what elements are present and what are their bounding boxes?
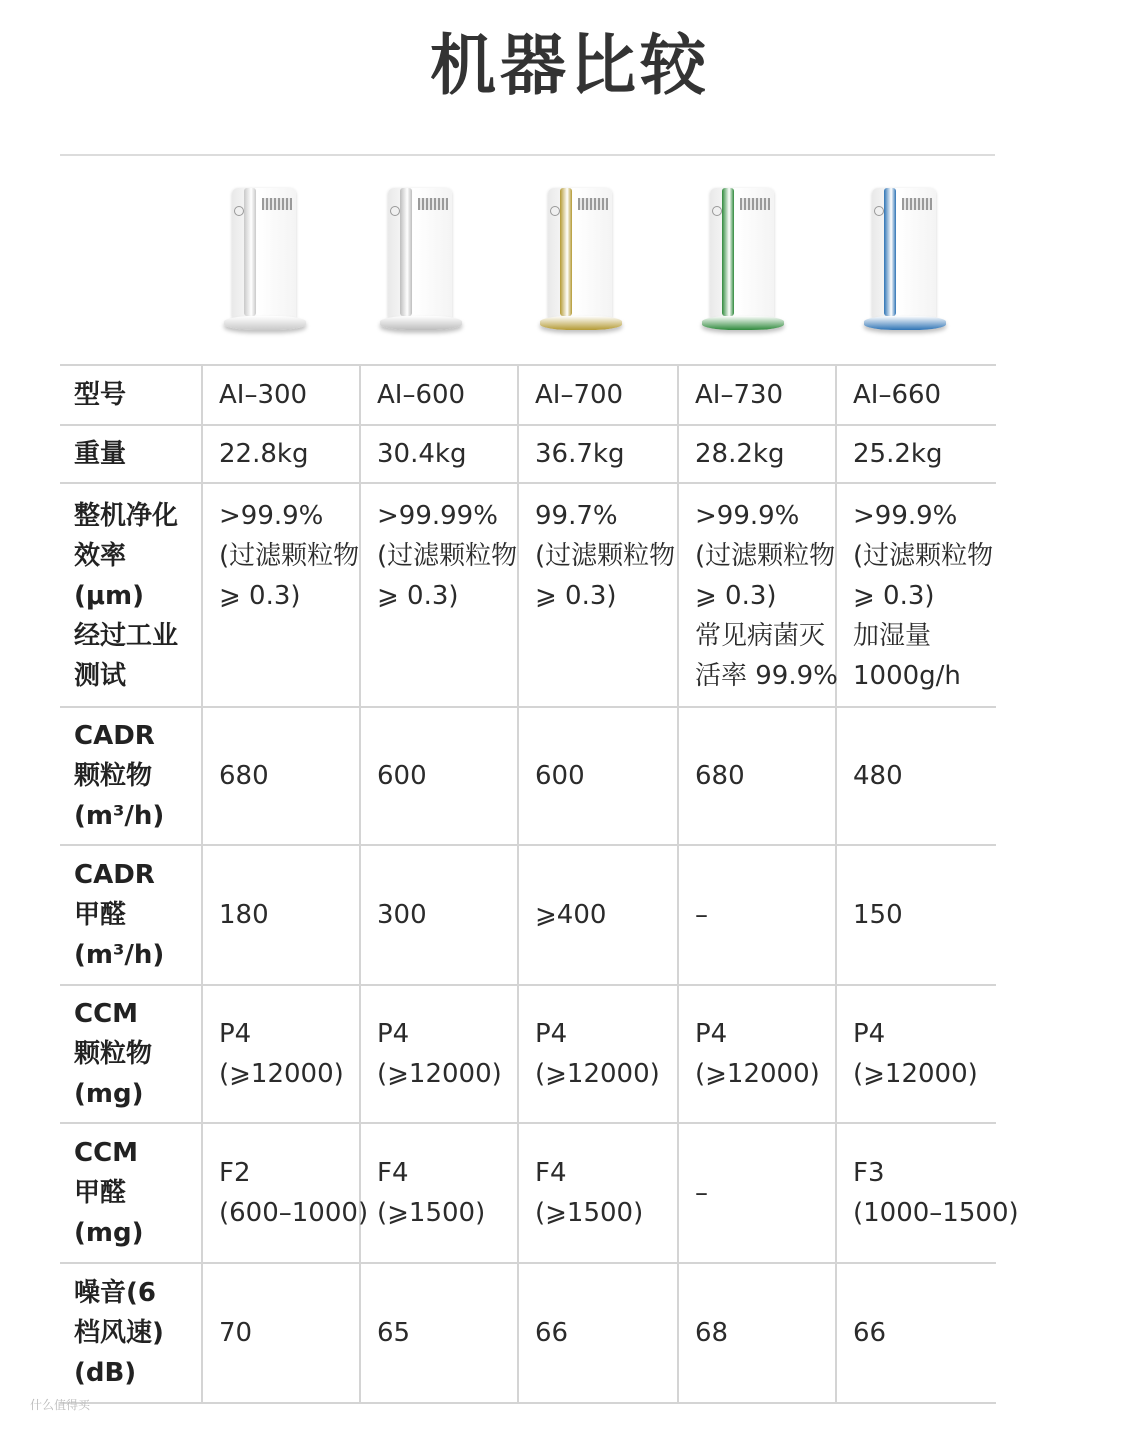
cell-line: F3 xyxy=(853,1158,885,1188)
cell-line: F4 xyxy=(535,1158,567,1188)
purifier-accent-strip xyxy=(400,188,412,316)
row-label xyxy=(60,365,202,425)
table-row xyxy=(60,985,996,1123)
row-label xyxy=(60,483,202,707)
table-cell xyxy=(518,365,678,425)
row-label-line: 型号 xyxy=(74,380,127,410)
cell-line: 680 xyxy=(219,761,269,791)
cell-line: – xyxy=(695,1178,708,1208)
cell-line: 480 xyxy=(853,761,903,791)
cell-line: 66 xyxy=(853,1318,887,1348)
cell-line: 活率 99.9% xyxy=(695,661,838,691)
row-label xyxy=(60,425,202,483)
table-cell xyxy=(518,985,678,1123)
row-label-line: CCM xyxy=(74,1138,139,1168)
cell-line: (过滤颗粒物 xyxy=(535,541,676,571)
cell-line: 36.7kg xyxy=(535,439,625,469)
table-cell xyxy=(360,845,518,985)
cell-line: 68 xyxy=(695,1318,729,1348)
table-cell xyxy=(518,425,678,483)
table-cell xyxy=(202,845,360,985)
cell-line: (⩾1500) xyxy=(535,1198,644,1228)
cell-line: (⩾12000) xyxy=(219,1059,344,1089)
row-label-line: 颗粒物 xyxy=(74,1039,153,1069)
cell-line: AI–730 xyxy=(695,380,784,410)
table-cell xyxy=(202,425,360,483)
purifier-accent-strip xyxy=(884,188,896,316)
table-cell xyxy=(836,365,996,425)
table-cell xyxy=(360,1263,518,1403)
cell-line: (过滤颗粒物 xyxy=(853,541,994,571)
cell-line: 65 xyxy=(377,1318,411,1348)
table-cell xyxy=(202,483,360,707)
cell-line: AI–600 xyxy=(377,380,466,410)
table-cell xyxy=(678,1123,836,1263)
row-label-line: (mg) xyxy=(74,1218,144,1248)
air-purifier-image-1 xyxy=(222,182,312,342)
cell-line: ⩾ 0.3) xyxy=(853,581,935,611)
row-label xyxy=(60,1263,202,1403)
row-label-line: 经过工业 xyxy=(74,621,179,651)
cell-line: P4 xyxy=(535,1019,568,1049)
purifier-accent-strip xyxy=(244,188,256,316)
cell-line: ⩾ 0.3) xyxy=(377,581,459,611)
cell-line: 28.2kg xyxy=(695,439,785,469)
watermark: 什么值得买 xyxy=(30,1398,91,1412)
purifier-base xyxy=(702,316,784,330)
row-label-line: CADR xyxy=(74,860,155,890)
table-cell xyxy=(836,707,996,845)
table-cell xyxy=(202,707,360,845)
cell-line: P4 xyxy=(377,1019,410,1049)
row-label xyxy=(60,985,202,1123)
cell-line: P4 xyxy=(853,1019,886,1049)
page-title: 机器比较 xyxy=(430,27,710,104)
table-cell xyxy=(518,483,678,707)
row-label-line: 整机净化 xyxy=(74,501,179,531)
table-cell xyxy=(202,1263,360,1403)
cell-line: 加湿量 xyxy=(853,621,932,651)
table-cell xyxy=(678,845,836,985)
cell-line: 680 xyxy=(695,761,745,791)
row-label xyxy=(60,1123,202,1263)
cell-line: – xyxy=(695,900,708,930)
table-cell xyxy=(836,845,996,985)
top-divider xyxy=(60,154,995,156)
cell-line: (600–1000) xyxy=(219,1198,369,1228)
cell-line: >99.9% xyxy=(853,501,958,531)
cell-line: (⩾12000) xyxy=(853,1059,978,1089)
table-cell xyxy=(360,365,518,425)
table-row xyxy=(60,845,996,985)
table-cell xyxy=(202,985,360,1123)
table-cell xyxy=(836,483,996,707)
cell-line: (过滤颗粒物 xyxy=(219,541,360,571)
table-cell xyxy=(202,365,360,425)
table-row xyxy=(60,365,996,425)
row-label xyxy=(60,845,202,985)
cell-line: AI–660 xyxy=(853,380,942,410)
table-row xyxy=(60,1263,996,1403)
cell-line: 600 xyxy=(377,761,427,791)
table-cell xyxy=(518,1263,678,1403)
cell-line: 70 xyxy=(219,1318,253,1348)
cell-line: (⩾1500) xyxy=(377,1198,486,1228)
cell-line: P4 xyxy=(219,1019,252,1049)
cell-line: ⩾ 0.3) xyxy=(219,581,301,611)
cell-line: 30.4kg xyxy=(377,439,467,469)
table-cell xyxy=(360,483,518,707)
cell-line: 常见病菌灭 xyxy=(695,621,826,651)
table-cell xyxy=(360,707,518,845)
table-cell xyxy=(678,985,836,1123)
row-label-line: (m³/h) xyxy=(74,801,165,831)
table-cell xyxy=(836,1263,996,1403)
table-cell xyxy=(518,1123,678,1263)
product-images xyxy=(0,160,1080,365)
table-cell xyxy=(678,365,836,425)
table-row xyxy=(60,425,996,483)
row-label-line: 甲醛 xyxy=(74,900,127,930)
row-label-line: 颗粒物 xyxy=(74,761,153,791)
table-cell xyxy=(360,425,518,483)
table-cell xyxy=(202,1123,369,1263)
cell-line: AI–700 xyxy=(535,380,624,410)
cell-line: 25.2kg xyxy=(853,439,943,469)
row-label-line: (dB) xyxy=(74,1358,137,1388)
cell-line: (⩾12000) xyxy=(377,1059,502,1089)
table-cell xyxy=(678,1263,836,1403)
comparison-table xyxy=(60,364,1019,1404)
cell-line: 22.8kg xyxy=(219,439,309,469)
row-label-line: (mg) xyxy=(74,1079,144,1109)
row-label-line: (m³/h) xyxy=(74,940,165,970)
purifier-base xyxy=(224,316,306,330)
cell-line: F2 xyxy=(219,1158,251,1188)
cell-line: 99.7% xyxy=(535,501,618,531)
row-label-line: 测试 xyxy=(74,661,127,691)
row-label-line: CADR xyxy=(74,721,155,751)
cell-line: (1000–1500) xyxy=(853,1198,1019,1228)
cell-line: 180 xyxy=(219,900,269,930)
row-label-line: 噪音(6 xyxy=(74,1278,156,1308)
cell-line: 300 xyxy=(377,900,427,930)
cell-line: P4 xyxy=(695,1019,728,1049)
air-purifier-image-3 xyxy=(538,182,628,342)
purifier-base xyxy=(540,316,622,330)
air-purifier-image-2 xyxy=(378,182,468,342)
purifier-base xyxy=(380,316,462,330)
cell-line: (⩾12000) xyxy=(535,1059,660,1089)
air-purifier-image-5 xyxy=(862,182,952,342)
row-label-line: 档风速) xyxy=(74,1318,164,1348)
row-label-line: 重量 xyxy=(74,439,127,469)
table-cell xyxy=(518,845,678,985)
table-row xyxy=(60,707,996,845)
table-cell xyxy=(518,707,678,845)
row-label-line: CCM xyxy=(74,999,139,1029)
cell-line: >99.9% xyxy=(219,501,324,531)
cell-line: (⩾12000) xyxy=(695,1059,820,1089)
cell-line: (过滤颗粒物 xyxy=(377,541,518,571)
cell-line: ⩾ 0.3) xyxy=(535,581,617,611)
cell-line: ⩾400 xyxy=(535,900,607,930)
table-cell xyxy=(360,985,518,1123)
purifier-accent-strip xyxy=(722,188,734,316)
cell-line: ⩾ 0.3) xyxy=(695,581,777,611)
cell-line: F4 xyxy=(377,1158,409,1188)
cell-line: >99.9% xyxy=(695,501,800,531)
cell-line: 66 xyxy=(535,1318,569,1348)
row-label xyxy=(60,707,202,845)
cell-line: AI–300 xyxy=(219,380,308,410)
table-row xyxy=(60,1123,996,1263)
row-label-line: (μm) xyxy=(74,581,144,611)
table-cell xyxy=(678,425,836,483)
table-cell xyxy=(360,1123,518,1263)
purifier-accent-strip xyxy=(560,188,572,316)
table-cell xyxy=(836,985,996,1123)
air-purifier-image-4 xyxy=(700,182,790,342)
cell-line: 600 xyxy=(535,761,585,791)
table-cell xyxy=(678,483,836,707)
purifier-base xyxy=(864,316,946,330)
cell-line: (过滤颗粒物 xyxy=(695,541,836,571)
row-label-line: 甲醛 xyxy=(74,1178,127,1208)
row-label-line: 效率 xyxy=(74,541,127,571)
cell-line: >99.99% xyxy=(377,501,498,531)
table-row xyxy=(60,483,996,707)
table-cell xyxy=(678,707,836,845)
cell-line: 1000g/h xyxy=(853,661,961,691)
table-cell xyxy=(836,425,996,483)
table-cell xyxy=(836,1123,1019,1263)
cell-line: 150 xyxy=(853,900,903,930)
